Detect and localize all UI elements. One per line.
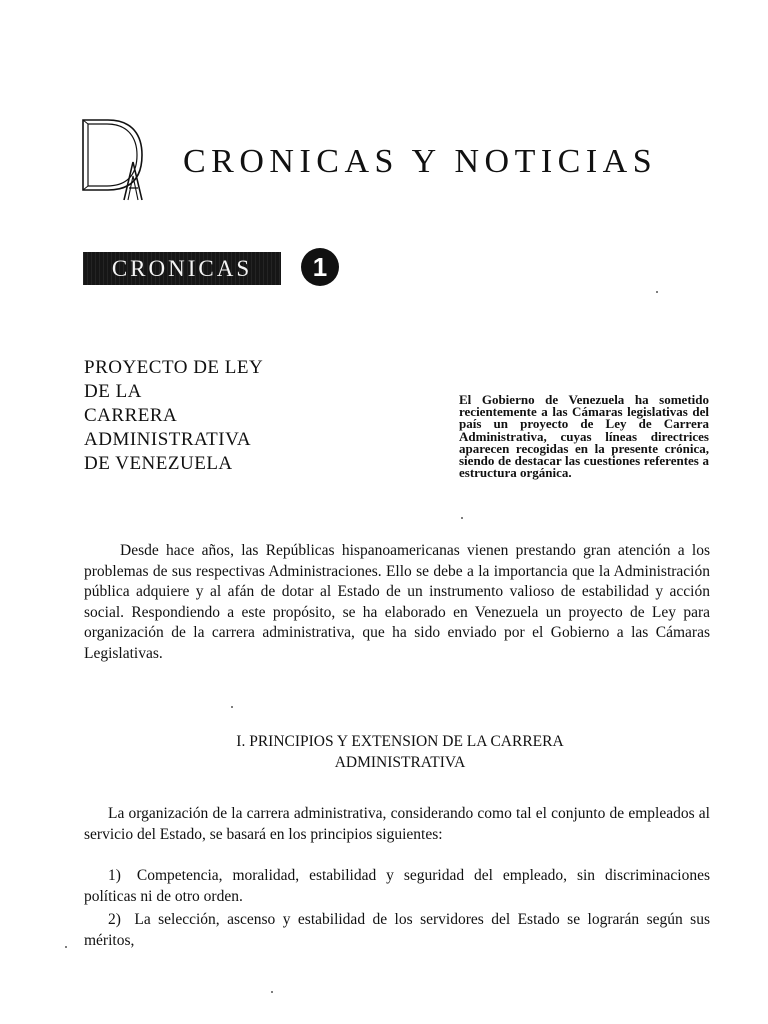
article-title	[84, 356, 324, 476]
list-item-number: 1)	[108, 867, 121, 884]
section-heading-line: I. PRINCIPIOS Y EXTENSION DE LA CARRERA	[236, 733, 564, 750]
scan-speck	[65, 946, 67, 948]
page-title: CRONICAS Y NOTICIAS	[183, 143, 658, 180]
article-title-line: PROYECTO DE LEY	[84, 357, 264, 378]
body-paragraph: La organización de la carrera administrativa, considerando como tal el conjunto de empleados al servicio del Estado, se basará en los principios siguientes:	[84, 805, 710, 843]
list-item-text: La selección, ascenso y estabilidad de los servidores del Estado se lograrán según sus méritos,	[84, 911, 710, 949]
list-item	[84, 866, 710, 907]
scan-speck	[271, 991, 273, 993]
scan-speck	[461, 517, 463, 519]
principles-list	[84, 866, 710, 954]
article-title-line: DE VENEZUELA	[84, 453, 233, 474]
section-label-badge	[83, 252, 281, 285]
list-item-text: Competencia, moralidad, estabilidad y seguridad del empleado, sin discriminaciones políticas ni de otro orden.	[84, 867, 711, 905]
list-item	[84, 910, 710, 951]
list-item-number: 2)	[108, 911, 121, 928]
intro-paragraph: Desde hace años, las Repúblicas hispanoamericanas vienen prestando gran atención a los problemas de sus respectivas Administraciones. Ello se debe a la importancia que la Administración pública adquiere y al afán de dotar al Estado de un instrumento valioso de estabilidad y acción social. Respondiendo a este propósito, se ha elaborado en Venezuela un proyecto de Ley para organización de la carrera administrativa, que ha sido enviado por el Gobierno a las Cámaras Legislativas.	[84, 542, 710, 662]
scan-speck	[231, 706, 233, 708]
section-label: CRONICAS	[111, 255, 253, 281]
article-title-line: ADMINISTRATIVA	[84, 429, 252, 450]
da-logo	[78, 114, 148, 204]
article-title-line: DE LA	[84, 381, 142, 402]
scan-speck	[656, 291, 658, 293]
article-title-line: CARRERA	[84, 405, 178, 426]
section-heading-line: ADMINISTRATIVA	[334, 754, 466, 771]
da-logo-mark	[78, 114, 148, 204]
article-abstract: El Gobierno de Venezuela ha sometido recientemente a las Cámaras legislativas del país un proyecto de Ley de Carrera Administrativa, cuyas líneas directrices aparecen recogidas en la presente crónica, siendo de destacar las cuestiones referentes a estructura orgánica.	[459, 392, 709, 481]
section-number: 1	[312, 251, 328, 282]
section-heading	[160, 731, 640, 773]
section-number-badge	[301, 248, 339, 286]
